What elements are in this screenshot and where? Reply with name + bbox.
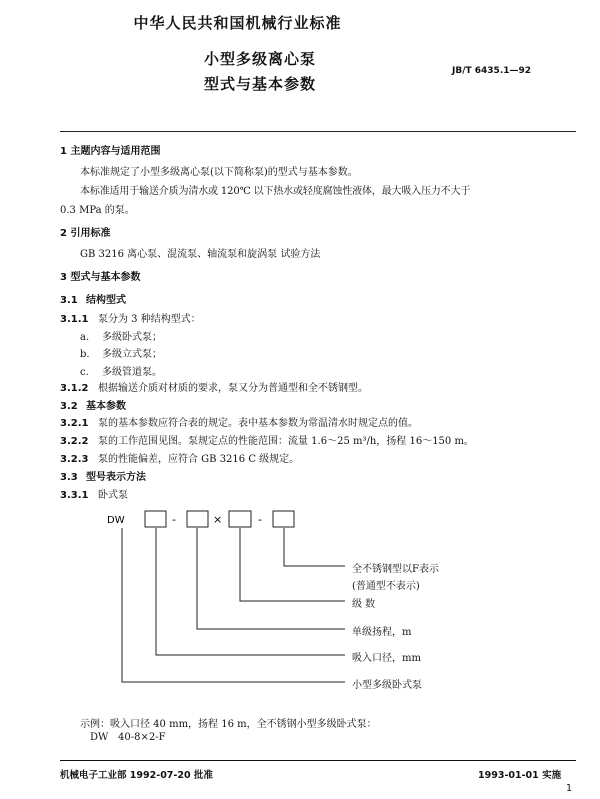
footer-divider — [60, 760, 576, 761]
document-title-line1: 小型多级离心泵 — [203, 50, 316, 68]
section-number: 3.2.2 — [60, 436, 89, 447]
field-box-material — [273, 511, 294, 527]
leader-inlet — [156, 528, 345, 655]
leader-head — [197, 528, 345, 629]
section-number: 3.3 — [60, 472, 78, 483]
document-title-line2: 型式与基本参数 — [203, 75, 316, 93]
section-title: 结构型式 — [86, 295, 126, 306]
section-number: 3.1 — [60, 295, 78, 306]
designation-separator-2: × — [213, 513, 223, 526]
label-stainless: 全不锈钢型以F表示 — [352, 564, 439, 575]
section-number: 3.1.2 — [60, 383, 89, 394]
example-text: 示例：吸入口径 40 mm，扬程 16 m，全不锈钢小型多级卧式泵： — [80, 719, 377, 730]
section-number: 3.3.1 — [60, 490, 89, 501]
designation-prefix: DW — [107, 515, 125, 526]
section-text: 卧式泵 — [98, 490, 128, 501]
leader-material — [284, 528, 345, 566]
standard-category: 中华人民共和国机械行业标准 — [133, 14, 342, 32]
label-inlet: 吸入口径，mm — [352, 653, 421, 664]
list-text: 多级卧式泵； — [102, 332, 162, 343]
section-1-paragraph-2-cont: 0.3 MPa 的泵。 — [60, 205, 135, 216]
section-text: 泵的工作范围见图。泵规定点的性能范围：流量 1.6～25 m³/h，扬程 16～150 m。 — [98, 436, 474, 447]
list-marker: a. — [80, 332, 90, 343]
implementation-date: 1993-01-01 实施 — [478, 770, 562, 781]
label-pump-type: 小型多级卧式泵 — [352, 680, 422, 691]
section-number: 3.2 — [60, 401, 78, 412]
list-marker: c. — [80, 367, 89, 378]
section-2-heading: 2 引用标准 — [60, 228, 111, 239]
label-head: 单级扬程，m — [352, 627, 412, 638]
label-stainless-note: (普通型不表示) — [352, 581, 420, 592]
section-number: 3.2.3 — [60, 454, 89, 465]
label-stages: 级 数 — [352, 599, 376, 610]
section-text: 泵的基本参数应符合表的规定。表中基本参数为常温清水时规定点的值。 — [98, 418, 418, 429]
leader-pump-type — [122, 528, 345, 682]
section-number: 3.1.1 — [60, 314, 89, 325]
section-title: 型号表示方法 — [86, 472, 146, 483]
approval-date: 机械电子工业部 1992-07-20 批准 — [60, 770, 213, 781]
list-marker: b. — [80, 349, 90, 360]
list-text: 多级立式泵； — [102, 349, 162, 360]
example-code — [90, 732, 166, 743]
standard-code: JB/T 6435.1—92 — [452, 66, 532, 76]
section-text: 根据输送介质对材质的要求，泵又分为普通型和全不锈钢型。 — [98, 383, 368, 394]
section-text: 泵分为 3 种结构型式： — [98, 314, 201, 325]
section-1-heading: 1 主题内容与适用范围 — [60, 146, 161, 157]
section-1-paragraph-1: 本标准规定了小型多级离心泵(以下简称泵)的型式与基本参数。 — [80, 167, 358, 178]
section-3-heading: 3 型式与基本参数 — [60, 272, 141, 283]
field-box-inlet — [145, 511, 166, 527]
leader-stages — [240, 528, 345, 601]
designation-separator-1: - — [172, 513, 176, 526]
section-title: 基本参数 — [86, 401, 126, 412]
example-prefix: DW — [90, 732, 109, 743]
field-box-head — [187, 511, 208, 527]
example-designation: 40-8×2-F — [118, 732, 166, 743]
field-box-stages — [229, 511, 251, 527]
page-number: 1 — [566, 783, 573, 794]
section-number: 3.2.1 — [60, 418, 89, 429]
list-text: 多级管道泵。 — [102, 367, 162, 378]
referenced-standard: GB 3216 离心泵、混流泵、轴流泵和旋涡泵 试验方法 — [80, 249, 321, 260]
section-1-paragraph-2: 本标准适用于输送介质为清水或 120℃ 以下热水或轻度腐蚀性液体，最大吸入压力不大于 — [80, 186, 471, 197]
section-text: 泵的性能偏差，应符合 GB 3216 C 级规定。 — [98, 454, 300, 465]
designation-separator-3: - — [258, 513, 262, 526]
